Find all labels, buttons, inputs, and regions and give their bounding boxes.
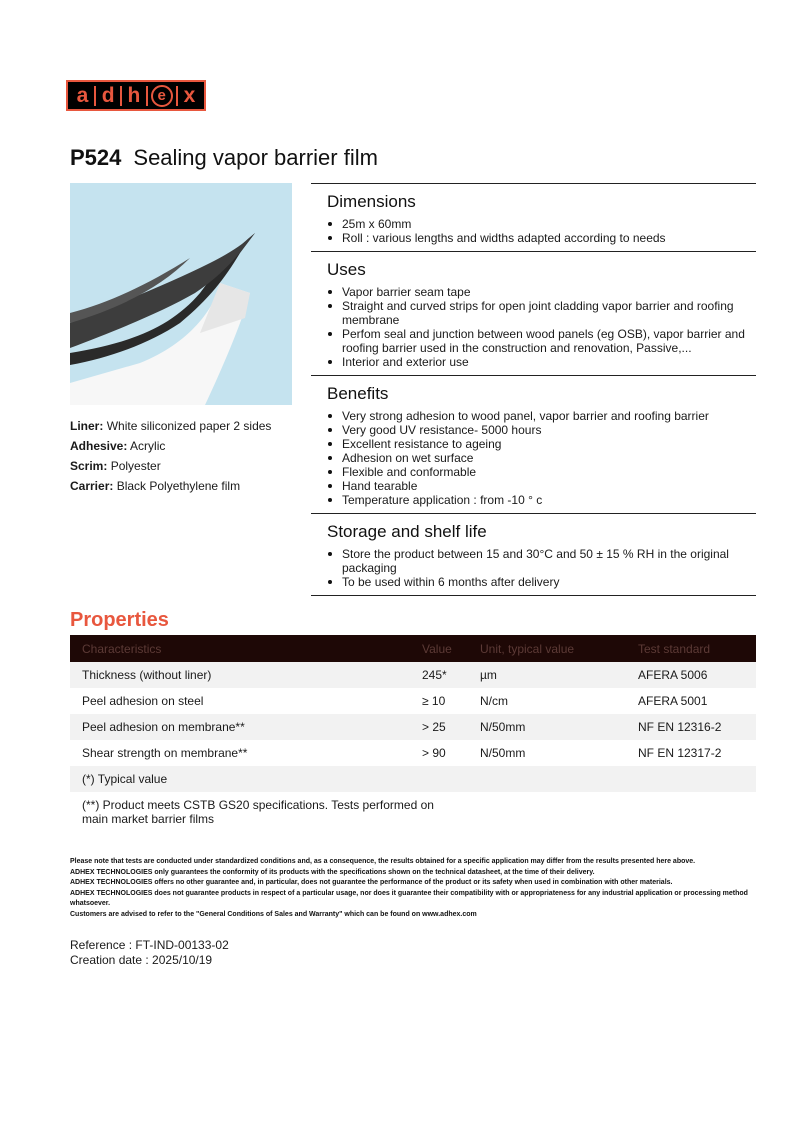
list-item: Very good UV resistance- 5000 hours bbox=[328, 423, 756, 437]
table-cell: Shear strength on membrane** bbox=[82, 746, 248, 760]
spec-value: Black Polyethylene film bbox=[116, 479, 241, 493]
spec-value: Polyester bbox=[110, 459, 161, 473]
product-name: Sealing vapor barrier film bbox=[133, 145, 378, 170]
table-cell: NF EN 12316-2 bbox=[638, 720, 722, 734]
bullet-list bbox=[328, 285, 756, 369]
list-item: Flexible and conformable bbox=[328, 465, 756, 479]
brand-logo bbox=[66, 80, 206, 111]
table-note-row bbox=[70, 766, 756, 792]
section-dimensions bbox=[311, 183, 756, 251]
table-cell: N/50mm bbox=[480, 720, 526, 734]
list-item: Interior and exterior use bbox=[328, 355, 756, 369]
table-cell: N/cm bbox=[480, 694, 508, 708]
list-item: Straight and curved strips for open joint cladding vapor barrier and roofing membrane bbox=[328, 299, 756, 327]
table-cell: Peel adhesion on steel bbox=[82, 694, 204, 708]
table-row bbox=[70, 714, 756, 740]
column-header: Unit, typical value bbox=[480, 641, 575, 656]
column-header: Value bbox=[422, 641, 452, 656]
table-cell: µm bbox=[480, 668, 497, 682]
list-item: Excellent resistance to ageing bbox=[328, 437, 756, 451]
bullet-list bbox=[328, 409, 756, 507]
list-item: Temperature application : from -10 ° c bbox=[328, 493, 756, 507]
disclaimer-line: ADHEX TECHNOLOGIES only guarantees the conformity of its products with the specifications shown on the technical datasheet, at the time of their delivery. bbox=[70, 868, 595, 876]
legal-disclaimer bbox=[70, 857, 760, 920]
spec-value: Acrylic bbox=[130, 439, 166, 453]
table-cell: 245* bbox=[422, 668, 447, 682]
table-cell: > 25 bbox=[422, 720, 446, 734]
table-cell: AFERA 5001 bbox=[638, 694, 708, 708]
table-cell: N/50mm bbox=[480, 746, 526, 760]
table-row bbox=[70, 662, 756, 688]
section-title: Uses bbox=[327, 260, 366, 279]
list-item: Very strong adhesion to wood panel, vapor barrier and roofing barrier bbox=[328, 409, 756, 423]
reference-number: Reference : FT-IND-00133-02 bbox=[70, 938, 229, 952]
spec-key: Liner: bbox=[70, 419, 104, 433]
creation-date: Creation date : 2025/10/19 bbox=[70, 953, 213, 967]
spec-key: Scrim: bbox=[70, 459, 108, 473]
bullet-list bbox=[328, 217, 756, 245]
table-cell: ≥ 10 bbox=[422, 694, 446, 708]
table-note: (*) Typical value bbox=[82, 772, 168, 786]
tape-roll-illustration bbox=[70, 183, 292, 405]
composition-list bbox=[70, 416, 300, 496]
logo-divider bbox=[94, 86, 96, 106]
list-item: Vapor barrier seam tape bbox=[328, 285, 756, 299]
page-title bbox=[70, 145, 378, 171]
spec-row-liner bbox=[70, 416, 300, 436]
logo-letter: d bbox=[101, 84, 115, 107]
logo-letter: h bbox=[127, 84, 141, 107]
section-storage bbox=[311, 513, 756, 596]
list-item: Perfom seal and junction between wood panels (eg OSB), vapor barrier and roofing barrier used in the construction and renovation, Passive,... bbox=[328, 327, 756, 355]
table-cell: > 90 bbox=[422, 746, 446, 760]
table-cell: NF EN 12317-2 bbox=[638, 746, 722, 760]
document-reference bbox=[70, 938, 229, 968]
disclaimer-line: ADHEX TECHNOLOGIES offers no other guarantee and, in particular, does not guarantee the performance of the product or its safety when used in combination with other materials. bbox=[70, 879, 673, 886]
spec-row-carrier bbox=[70, 476, 300, 496]
disclaimer-line: Customers are advised to refer to the "General Conditions of Sales and Warranty" which can be found on www.adhex.com bbox=[70, 910, 477, 918]
spec-key: Carrier: bbox=[70, 479, 114, 493]
product-image bbox=[70, 183, 292, 405]
spec-row-adhesive bbox=[70, 436, 300, 456]
logo-divider bbox=[176, 86, 178, 106]
list-item: Store the product between 15 and 30°C and 50 ± 15 % RH in the original packaging bbox=[328, 547, 756, 575]
bullet-list bbox=[328, 547, 756, 589]
table-note: (**) Product meets CSTB GS20 specifications. Tests performed on main market barrier films bbox=[82, 798, 434, 826]
spec-value: White siliconized paper 2 sides bbox=[106, 419, 272, 433]
properties-table bbox=[70, 635, 756, 840]
logo-letter: a bbox=[76, 84, 89, 107]
list-item: Hand tearable bbox=[328, 479, 756, 493]
column-header: Characteristics bbox=[82, 641, 162, 656]
spec-key: Adhesive: bbox=[70, 439, 128, 453]
table-cell: AFERA 5006 bbox=[638, 668, 708, 682]
disclaimer-line: Please note that tests are conducted under standardized conditions and, as a consequence, the results obtained for a specific application may differ from the results presented here above. bbox=[70, 858, 696, 865]
section-benefits bbox=[311, 375, 756, 513]
section-title: Dimensions bbox=[327, 192, 416, 211]
section-title: Storage and shelf life bbox=[327, 522, 487, 541]
table-note-row bbox=[70, 792, 756, 840]
list-item: Adhesion on wet surface bbox=[328, 451, 756, 465]
table-row bbox=[70, 740, 756, 766]
section-title: Benefits bbox=[327, 384, 389, 403]
column-header: Test standard bbox=[638, 641, 711, 656]
table-cell: Peel adhesion on membrane** bbox=[82, 720, 245, 734]
info-sections bbox=[311, 183, 756, 596]
section-uses bbox=[311, 251, 756, 375]
table-header-row bbox=[70, 635, 756, 662]
spec-row-scrim bbox=[70, 456, 300, 476]
properties-title: Properties bbox=[70, 609, 169, 631]
list-item: 25m x 60mm bbox=[328, 217, 756, 231]
logo-divider bbox=[120, 86, 122, 106]
logo-divider bbox=[146, 86, 148, 106]
list-item: To be used within 6 months after delivery bbox=[328, 575, 756, 589]
disclaimer-line: ADHEX TECHNOLOGIES does not guarantee products in respect of a particular usage, nor does it guarantee their compatibility with or appropriateness for any industrial application or processing method whatsoever. bbox=[70, 889, 748, 907]
product-code: P524 bbox=[70, 145, 122, 170]
logo-letter: x bbox=[183, 84, 196, 107]
table-cell: Thickness (without liner) bbox=[82, 668, 212, 682]
list-item: Roll : various lengths and widths adapted according to needs bbox=[328, 231, 756, 245]
table-row bbox=[70, 688, 756, 714]
logo-letter: e bbox=[151, 85, 173, 107]
table-cell-empty bbox=[468, 792, 756, 840]
